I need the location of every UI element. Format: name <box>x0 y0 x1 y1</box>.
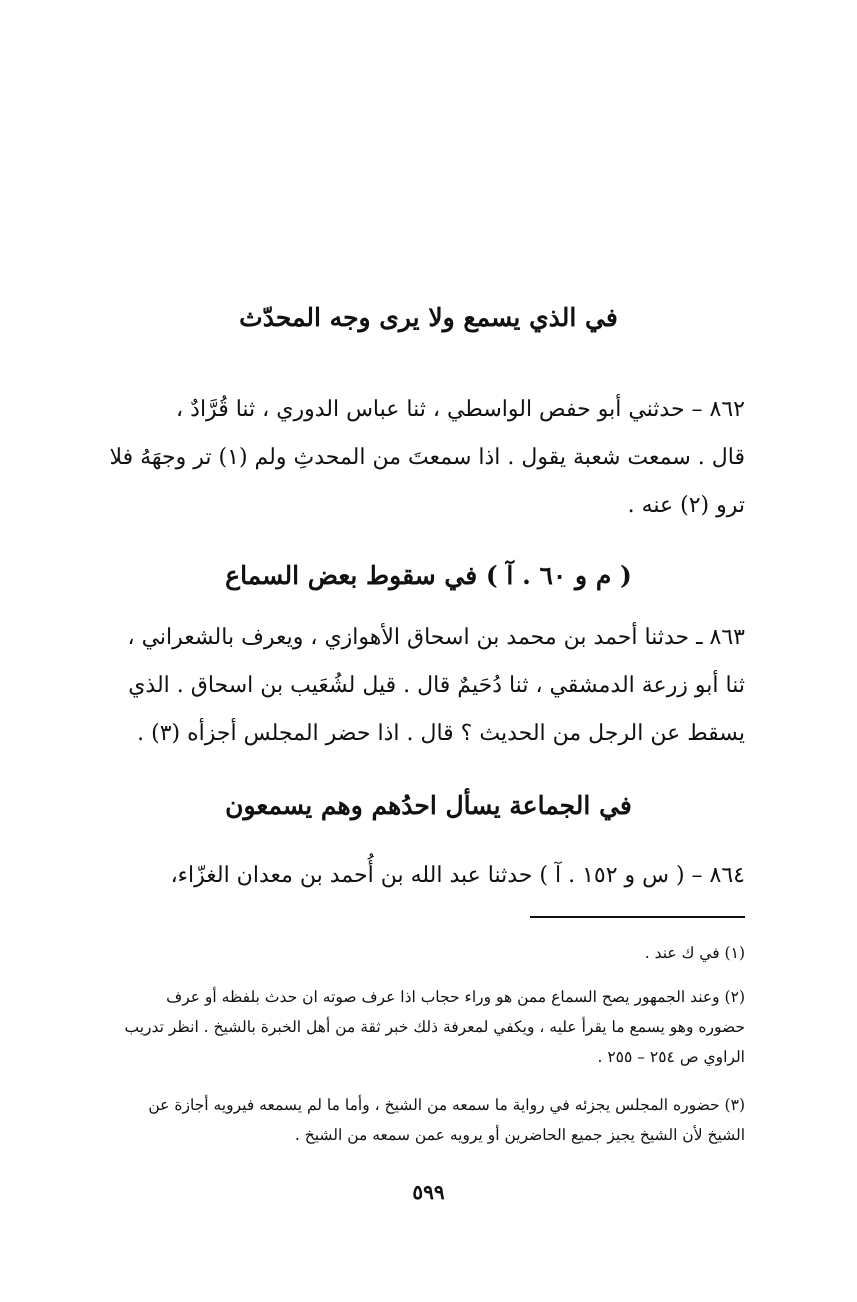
footnote-line: (٢) وعند الجمهور يصح السماع ممن هو وراء حجاب اذا عرف صوته ان حدث بلفظه أو عرف <box>166 988 745 1006</box>
paragraph-line: ٨٦٢ – حدثني أبو حفص الواسطي ، ثنا عباس الدوري ، ثنا قُرَّادٌ ، <box>176 397 745 422</box>
page-number: ٥٩٩ <box>412 1180 445 1204</box>
footnote-3 <box>75 1090 745 1150</box>
footnote-line: (٣) حضوره المجلس يجزئه في رواية ما سمعه من الشيخ ، وأما ما لم يسمعه فيرويه أجازة عن <box>148 1096 745 1114</box>
paragraph-line: ٨٦٣ ـ حدثنا أحمد بن محمد بن اسحاق الأهوازي ، ويعرف بالشعراني ، <box>127 625 745 650</box>
footnote-line: حضوره وهو يسمع ما يقرأ عليه ، ويكفي لمعرفة ذلك خبر ثقة من أهل الخبرة بالشيخ . انظر تدريب <box>124 1018 745 1036</box>
footnote-2 <box>75 982 745 1072</box>
paragraph-line: قال . سمعت شعبة يقول . اذا سمعتَ من المحدثِ ولم (١) تر وجهَهُ فلا <box>109 445 745 470</box>
section-heading-1: في الذي يسمع ولا يرى وجه المحدّث <box>239 303 618 332</box>
paragraph-line: ٨٦٤ – ( س و ١٥٢ . آ ) حدثنا عبد الله بن أُحمد بن معدان الغزّاء، <box>170 863 745 888</box>
footnote-line: الراوي ص ٢٥٤ – ٢٥٥ . <box>597 1048 745 1066</box>
footnote-line: (١) في ك عند . <box>644 944 745 962</box>
footnote-1 <box>75 938 745 968</box>
section-heading-2: ( م و ٦٠ . آ ) في سقوط بعض السماع <box>225 561 632 590</box>
paragraph-864 <box>80 852 745 900</box>
section-heading-3: في الجماعة يسأل احدُهم وهم يسمعون <box>225 791 632 820</box>
paragraph-line: يسقط عن الرجل من الحديث ؟ قال . اذا حضر المجلس أجزأه (٣) . <box>137 721 745 746</box>
paragraph-line: ثنا أبو زرعة الدمشقي ، ثنا دُحَيمٌ قال . قيل لشُعَيب بن اسحاق . الذي <box>128 673 745 698</box>
paragraph-863 <box>80 614 745 758</box>
paragraph-line: ترو (٢) عنه . <box>627 493 745 518</box>
footnote-separator <box>530 916 745 918</box>
paragraph-862 <box>80 386 745 530</box>
footnote-line: الشيخ لأن الشيخ يجيز جميع الحاضرين أو يرويه عمن سمعه من الشيخ . <box>294 1126 745 1144</box>
